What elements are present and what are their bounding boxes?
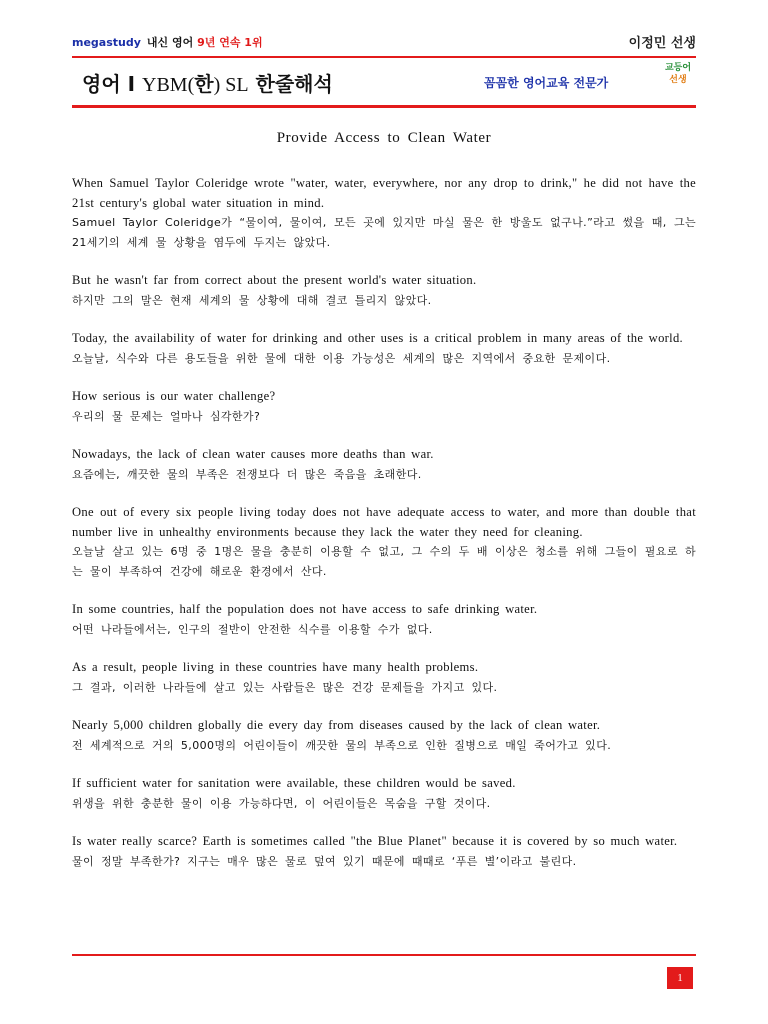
subject-label: 영어 I (82, 72, 136, 96)
teacher-name: 이정민 선생 (628, 36, 696, 51)
english-sentence: Nowadays, the lack of clean water causes more deaths than war. (72, 447, 434, 461)
book-label: YBM( (142, 74, 195, 96)
korean-translation: 오늘날, 식수와 다른 용도들을 위한 물에 대한 이용 가능성은 세계의 많은 지역에서 중요한 문제이다. (72, 351, 611, 365)
english-sentence: But he wasn't far from correct about the present world's water situation. (72, 273, 477, 287)
english-sentence: Today, the availability of water for drinking and other uses is a critical problem in many areas of the world. (72, 331, 684, 345)
korean-translation: Samuel Taylor Coleridge가 “물이여, 물이여, 모든 곳에 있지만 마실 물은 한 방울도 없구나.”라고 썼을 때, 그는 21세기의 세계 물 상황을 염두에 두지는 않았다. (72, 216, 696, 249)
title-divider (72, 105, 696, 108)
brand-name: megastudy (72, 36, 141, 49)
english-sentence: If sufficient water for sanitation were available, these children would be saved. (72, 776, 516, 790)
top-header (72, 26, 696, 58)
korean-translation: 오늘날 살고 있는 6명 중 1명은 물을 충분히 이용할 수 없고, 그 수의 두 배 이상은 청소를 위해 그들이 필요로 하는 물이 부족하여 건강에 해로운 환경에서 산다. (72, 545, 696, 578)
paragraph (72, 387, 696, 426)
paragraph (72, 658, 696, 697)
paragraph (72, 600, 696, 639)
korean-translation: 요즘에는, 깨끗한 물의 부족은 전쟁보다 더 많은 죽음을 초래한다. (72, 467, 422, 481)
english-sentence: When Samuel Taylor Coleridge wrote "water, water, everywhere, nor any drop to drink," he did not have the 21st century's global water situation in mind. (72, 176, 696, 210)
book-title (82, 68, 333, 97)
korean-translation: 하지만 그의 말은 현재 세계의 물 상황에 대해 결코 틀리지 않았다. (72, 293, 432, 307)
page-number: 1 (667, 967, 693, 989)
korean-translation: 물이 정말 부족한가? 지구는 매우 많은 물로 덮여 있기 때문에 때때로 ‘푸른 별’이라고 불린다. (72, 854, 577, 868)
english-sentence: Nearly 5,000 children globally die every day from diseases caused by the lack of clean water. (72, 718, 601, 732)
book-suffix: ) SL (213, 74, 249, 96)
footer-divider (72, 954, 696, 956)
korean-translation: 위생을 위한 충분한 물이 이용 가능하다면, 이 어린이들은 목숨을 구할 것이다. (72, 796, 491, 810)
title-bar (72, 62, 696, 104)
paragraph (72, 271, 696, 310)
paragraph (72, 832, 696, 871)
korean-translation: 어떤 나라들에서는, 인구의 절반이 안전한 식수를 이용할 수가 없다. (72, 622, 433, 636)
document-title: Provide Access to Clean Water (276, 130, 492, 146)
english-sentence: How serious is our water challenge? (72, 389, 276, 403)
paragraph (72, 174, 696, 252)
korean-translation: 전 세계적으로 거의 5,000명의 어린이들이 깨끗한 물의 부족으로 인한 질병으로 매일 죽어가고 있다. (72, 738, 612, 752)
product-label: 한줄해석 (255, 72, 333, 96)
korean-translation: 그 결과, 이러한 나라들에 살고 있는 사람들은 많은 건강 문제들을 가지고 있다. (72, 680, 498, 694)
paragraph (72, 716, 696, 755)
tag-highlight: 9년 연속 1위 (197, 36, 263, 49)
english-sentence: One out of every six people living today does not have adequate access to water, and more than double that number live in unhealthy environments because they lack the water they need for cleaning. (72, 505, 696, 539)
document-body (72, 174, 696, 890)
paragraph (72, 329, 696, 368)
paragraph (72, 774, 696, 813)
teacher-logo (664, 62, 692, 102)
logo-line2: 선생 (669, 75, 687, 85)
tag-prefix: 내신 영어 (146, 36, 194, 49)
english-sentence: As a result, people living in these countries have many health problems. (72, 660, 479, 674)
header-divider (72, 56, 696, 58)
paragraph (72, 503, 696, 581)
logo-line1: 교등어 (664, 63, 692, 73)
header-tagline (72, 34, 263, 50)
english-sentence: Is water really scarce? Earth is sometimes called "the Blue Planet" because it is covered by so much water. (72, 834, 678, 848)
paragraph (72, 445, 696, 484)
english-sentence: In some countries, half the population does not have access to safe drinking water. (72, 602, 538, 616)
book-korean: 한 (194, 72, 214, 96)
slogan: 꼼꼼한 영어교육 전문가 (484, 76, 609, 90)
korean-translation: 우리의 물 문제는 얼마나 심각한가? (72, 409, 261, 423)
